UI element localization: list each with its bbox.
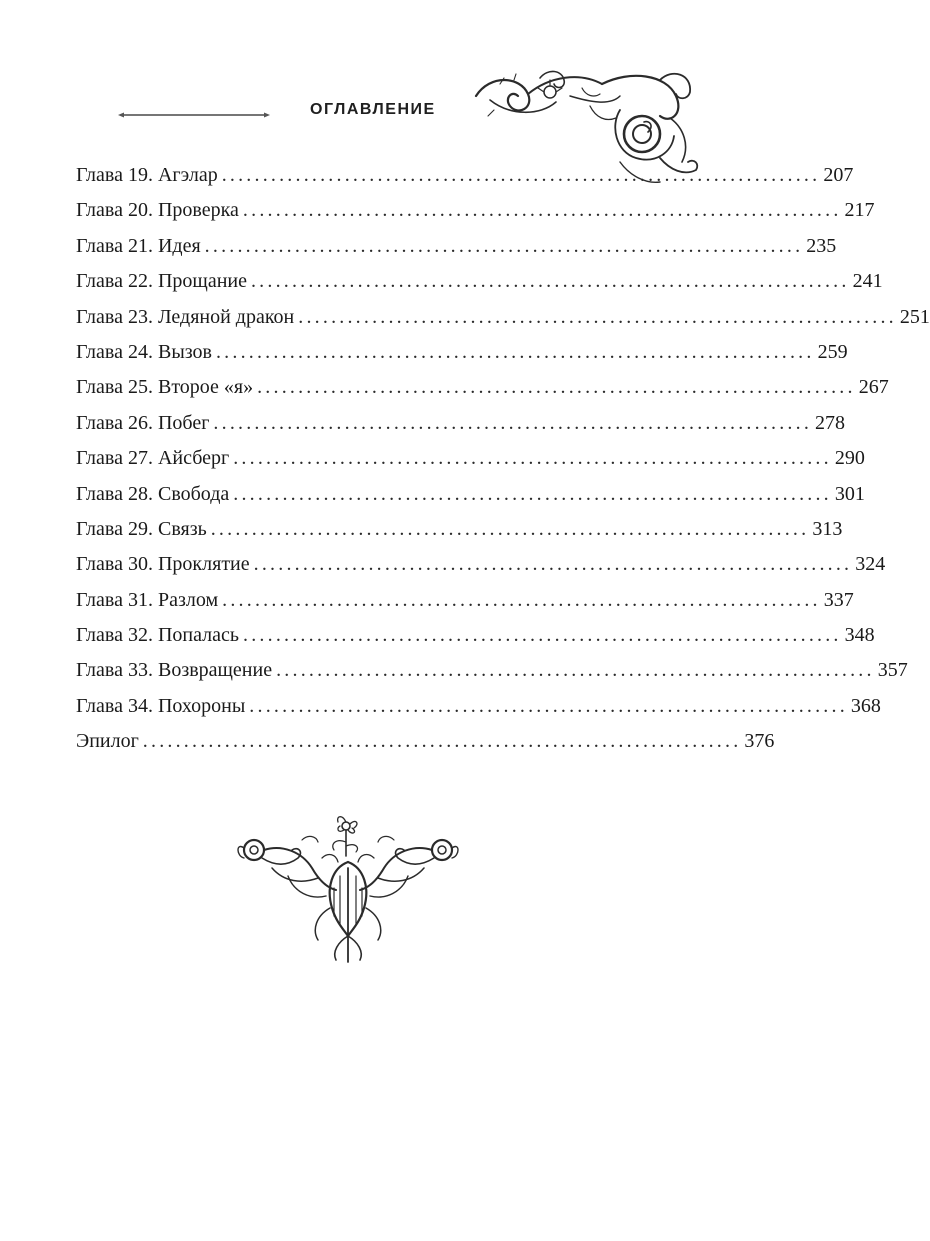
dot-leader: ......................................................................... xyxy=(298,305,897,328)
toc-entry-page: 376 xyxy=(744,730,775,753)
toc-entry-page: 217 xyxy=(844,199,875,222)
dot-leader: ......................................................................... xyxy=(243,624,842,647)
dot-leader: ......................................................................... xyxy=(233,447,832,470)
dot-leader: ......................................................................... xyxy=(233,482,832,505)
toc-entry-title: Глава 19. Агэлар xyxy=(76,164,218,186)
toc-entry[interactable] xyxy=(76,340,848,376)
dot-leader: ......................................................................... xyxy=(142,730,742,753)
toc-entry-title: Глава 26. Побег xyxy=(76,411,210,434)
toc-entry-page: 278 xyxy=(815,411,846,434)
toc-entry[interactable] xyxy=(76,517,843,553)
toc-entry-title: Глава 31. Разлом xyxy=(76,588,219,611)
toc-entry-page: 337 xyxy=(823,588,854,611)
toc-entry-title: Глава 33. Возвращение xyxy=(76,659,273,682)
dot-leader: ......................................................................... xyxy=(221,164,821,186)
toc-entry-title: Глава 29. Связь xyxy=(76,517,207,540)
dot-leader: ......................................................................... xyxy=(210,517,810,540)
toc-entry[interactable] xyxy=(76,270,883,305)
toc-entry-title: Глава 28. Свобода xyxy=(76,482,230,505)
toc-entry[interactable] xyxy=(76,447,865,482)
toc-entry-page: 259 xyxy=(817,340,848,363)
toc-entry-title: Глава 30. Проклятие xyxy=(76,553,250,576)
toc-entry[interactable] xyxy=(76,624,875,659)
dot-leader: ......................................................................... xyxy=(242,199,842,222)
toc-entry-title: Глава 27. Айсберг xyxy=(76,447,230,470)
toc-entry[interactable] xyxy=(76,376,889,411)
toc-entry-title: Глава 25. Второе «я» xyxy=(76,376,254,399)
dot-leader: ......................................................................... xyxy=(250,270,850,293)
toc-entry[interactable] xyxy=(76,730,775,765)
toc-entry-title: Глава 34. Похороны xyxy=(76,694,246,717)
toc-entry-title: Глава 22. Прощание xyxy=(76,270,247,293)
toc-entry[interactable] xyxy=(76,305,930,341)
line-rule-icon xyxy=(118,112,270,118)
toc-entry-page: 207 xyxy=(823,164,854,186)
toc-entry[interactable] xyxy=(76,199,875,234)
toc-entry-title: Глава 24. Вызов xyxy=(76,340,212,363)
toc-entry-title: Глава 21. Идея xyxy=(76,234,201,257)
floral-acanthus-ornament-icon xyxy=(232,812,464,968)
toc-entry-page: 324 xyxy=(855,553,886,576)
dot-leader: ......................................................................... xyxy=(213,411,813,434)
dot-leader: ......................................................................... xyxy=(204,234,804,257)
toc-entry-page: 241 xyxy=(852,270,883,293)
toc-entry[interactable] xyxy=(76,411,846,447)
toc-entry-title: Эпилог xyxy=(76,730,139,753)
toc-entry-page: 368 xyxy=(850,694,881,717)
toc-entry-page: 348 xyxy=(844,624,875,647)
toc-entry[interactable] xyxy=(76,482,865,518)
page-title: ОГЛАВЛЕНИЕ xyxy=(310,101,436,118)
toc-entry-page: 267 xyxy=(858,376,889,399)
dot-leader: ......................................................................... xyxy=(257,376,856,399)
toc-entry-page: 357 xyxy=(877,659,908,682)
dot-leader: ......................................................................... xyxy=(215,340,815,363)
toc-entry-page: 313 xyxy=(812,517,843,540)
toc-entry[interactable] xyxy=(76,659,908,694)
toc-entry-page: 235 xyxy=(806,234,837,257)
toc-entry-title: Глава 20. Проверка xyxy=(76,199,239,222)
dot-leader: ......................................................................... xyxy=(276,659,875,682)
toc-entry-page: 301 xyxy=(834,482,865,505)
toc-entry-title: Глава 23. Ледяной дракон xyxy=(76,305,295,328)
toc-entry-page: 290 xyxy=(834,447,865,470)
dot-leader: ......................................................................... xyxy=(253,553,853,576)
toc-entry[interactable] xyxy=(76,164,854,199)
toc-entry-page: 251 xyxy=(899,305,930,328)
dot-leader: ......................................................................... xyxy=(249,694,848,717)
dot-leader: ......................................................................... xyxy=(222,588,821,611)
table-of-contents xyxy=(76,164,930,766)
toc-entry[interactable] xyxy=(76,694,881,730)
toc-entry[interactable] xyxy=(76,234,837,270)
toc-entry-title: Глава 32. Попалась xyxy=(76,624,240,647)
toc-entry[interactable] xyxy=(76,588,854,624)
toc-entry[interactable] xyxy=(76,553,886,588)
